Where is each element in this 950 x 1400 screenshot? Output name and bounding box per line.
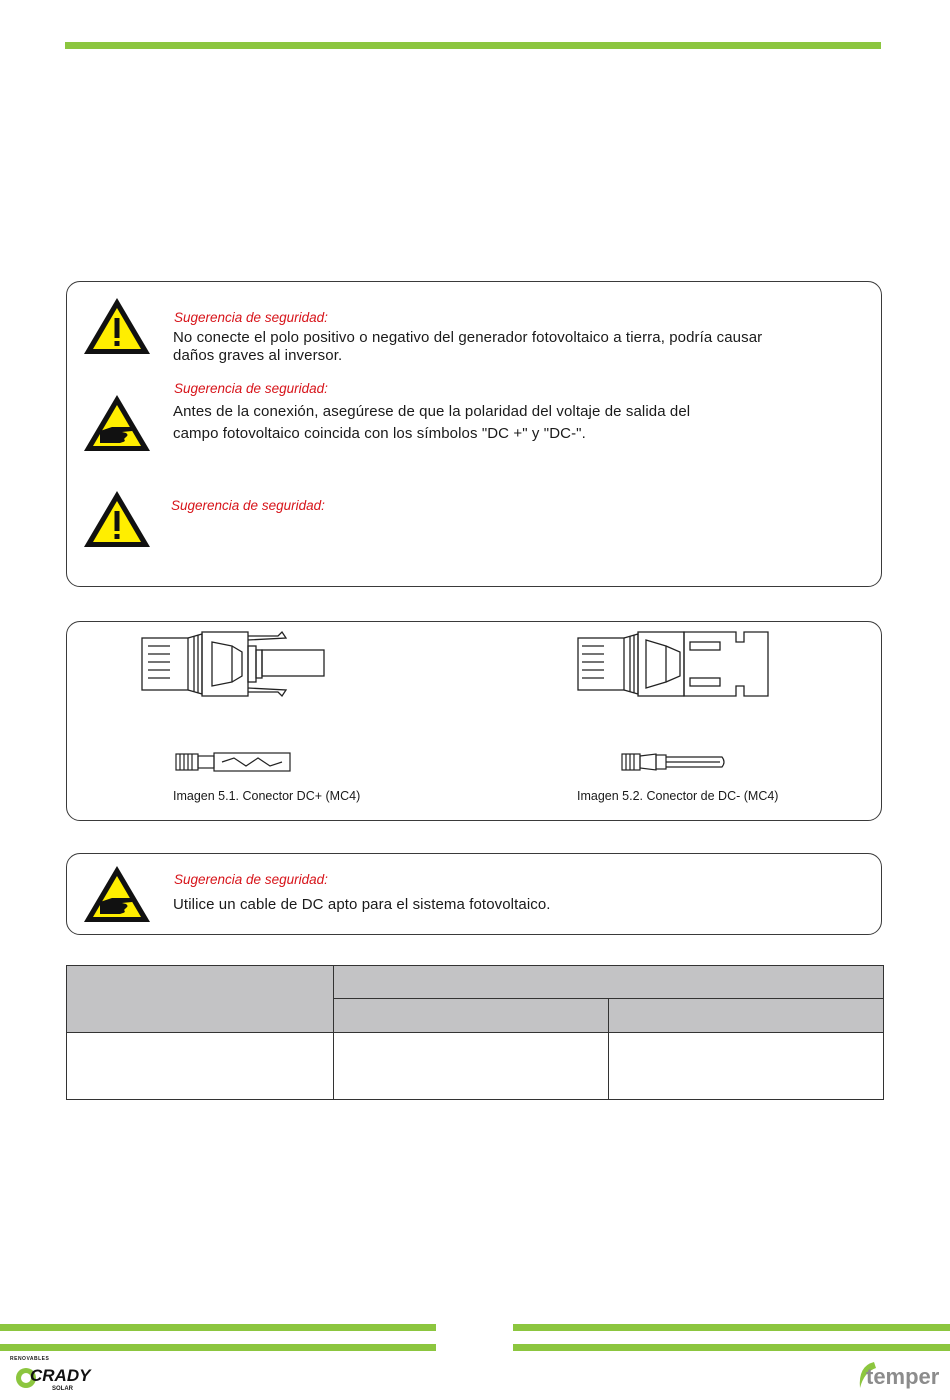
table-cell [67,1033,334,1100]
warning-exclamation-icon [82,296,152,356]
crady-name: CRADY [30,1366,91,1385]
crady-sub: SOLAR [52,1386,73,1392]
tip-1-title: Sugerencia de seguridad: [174,310,328,325]
footer-bar-left-upper [0,1324,436,1331]
tip-1-line-2: daños graves al inversor. [173,347,343,364]
table-subheader-cell [609,999,884,1033]
warning-exclamation-icon [82,489,152,549]
cable-tip-box [66,853,882,935]
warning-hand-icon [82,864,152,924]
crady-solar-logo [10,1356,90,1396]
cable-tip-text: Utilice un cable de DC apto para el sistema fotovoltaico. [173,896,551,913]
table-cell [609,1033,884,1100]
cable-spec-table [66,965,884,1100]
table-header-cell [67,966,334,1033]
cable-tip-title: Sugerencia de seguridad: [174,872,328,887]
top-accent-bar [65,42,881,49]
table-subheader-cell [334,999,609,1033]
temper-logo [856,1358,946,1394]
footer-bar-right-lower [513,1344,950,1351]
warning-hand-icon [82,393,152,453]
tip-3-title: Sugerencia de seguridad: [171,498,325,513]
table-header-cell [334,966,884,999]
tip-1-line-1: No conecte el polo positivo o negativo del generador fotovoltaico a tierra, podría causar [173,329,763,346]
dc-minus-connector-illustration [576,628,772,700]
dc-plus-connector-illustration [140,628,330,700]
dc-minus-contact-pin-illustration [620,750,730,774]
tip-2-line-1: Antes de la conexión, asegúrese de que la polaridad del voltaje de salida del [173,403,691,420]
footer-bar-right-upper [513,1324,950,1331]
dc-plus-contact-pin-illustration [174,750,294,774]
table-cell [334,1033,609,1100]
tip-2-line-2: campo fotovoltaico coincida con los símbolos "DC +" y "DC-". [173,425,586,442]
temper-name: temper [866,1364,940,1389]
tip-2-title: Sugerencia de seguridad: [174,381,328,396]
crady-arc-text: RENOVABLES [10,1356,50,1362]
dc-plus-caption: Imagen 5.1. Conector DC+ (MC4) [173,789,361,803]
footer-bar-left-lower [0,1344,436,1351]
dc-minus-caption: Imagen 5.2. Conector de DC- (MC4) [577,789,779,803]
